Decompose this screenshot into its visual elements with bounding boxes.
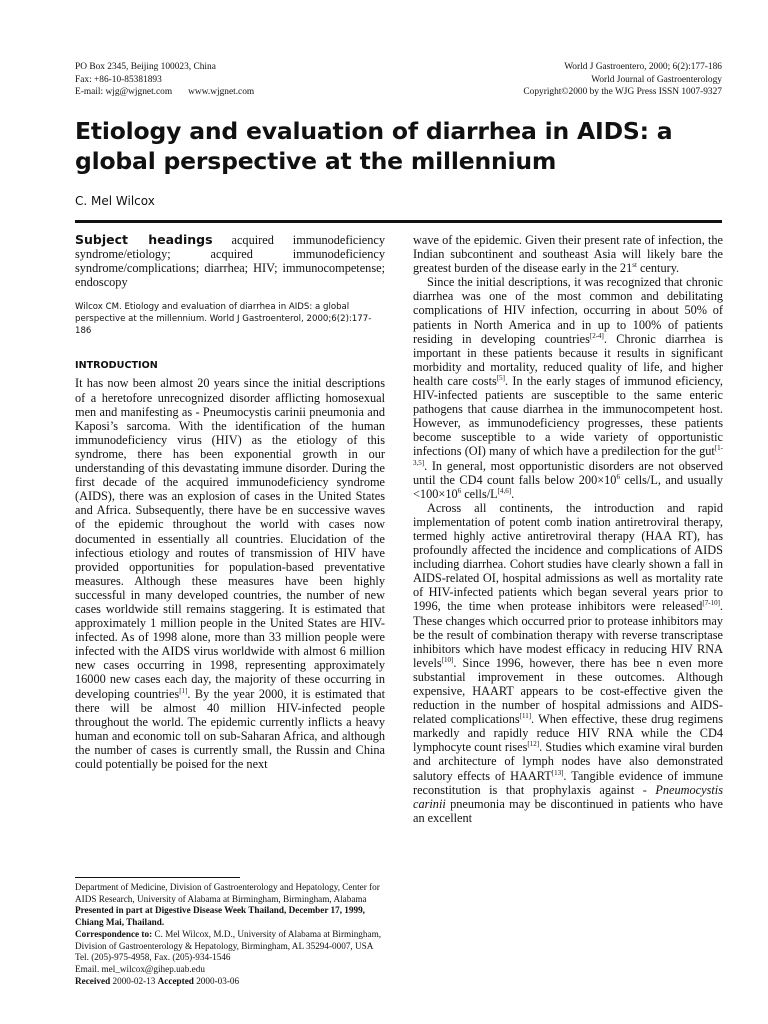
article-author: C. Mel Wilcox (75, 194, 155, 208)
superscript: 6 (616, 472, 620, 481)
left-column (75, 233, 385, 771)
para1-text-b: century. (636, 261, 680, 276)
ref-marker[interactable]: [10] (441, 655, 454, 664)
dates-note (75, 976, 387, 988)
received-date: 2000-02-13 (110, 975, 158, 986)
subject-headings-text: acquired immunodeficiency syndrome/etiology; acquired immunodeficiency syndrome/complications; diarrhea; HIV; immunocompetense; endoscopy (75, 233, 385, 290)
para2-text-a: Since the initial descriptions, it was recognized that chronic diarrhea was one of the most common and debilitating complications of HIV infection, occurring in about 50% of patients in North America and in up to 100% of patients residing in developing countries (413, 275, 723, 346)
article-title: Etiology and evaluation of diarrhea in AIDS: a global perspective at the millennium (75, 117, 673, 175)
body-paragraph-1 (413, 233, 723, 275)
intro-text-b: . By the year 2000, it is estimated that there will be almost 40 million HIV-infected people throughout the world. The epidemic currently inflicts a heavy human and economic toll on sub-Saharan Africa, and although the number of cases is currently small, the Russin and China could potentially be poised for the next (75, 686, 385, 771)
intro-paragraph (75, 376, 385, 771)
subject-headings-label: Subject headings (75, 232, 213, 247)
para2-text-e: cells/L, and usually <100×10 (413, 472, 723, 501)
subject-headings (75, 233, 385, 289)
accepted-label: Accepted (157, 975, 194, 986)
organism-name: Pneumocystis carinii (413, 782, 723, 811)
para3-text-d: . When effective, these drug regimens markedly and rapidly reduce HIV RNA while the CD4 lymphocyte count rises (413, 712, 723, 755)
footnotes (75, 882, 387, 987)
phone-fax-note: Tel. (205)-975-4958, Fax. (205)-934-1546 (75, 952, 231, 963)
body-paragraph-3 (413, 501, 723, 825)
para2-text-b: . Chronic diarrhea is important in these patients because it results in significant morbidity and mortality, reduced quality of life, and higher health care costs (413, 331, 723, 388)
ref-marker[interactable]: [4,6] (497, 486, 512, 495)
journal-contact (75, 86, 254, 99)
ref-marker[interactable]: [7-10] (702, 599, 720, 608)
right-column (413, 233, 723, 825)
citation-text: Wilcox CM. Etiology and evaluation of diarrhea in AIDS: a global perspective at the millennium. World J Gastroenterol, 2000;6(2):177-186 (75, 302, 372, 337)
introduction-heading: INTRODUCTION (75, 360, 158, 372)
ref-marker[interactable]: [13] (551, 768, 564, 777)
accepted-date: 2000-03-06 (193, 975, 240, 986)
para3-text-e: . Studies which examine viral burden and architecture of lymph nodes have also demonstrated salutory effects of HAART (413, 740, 723, 783)
ref-marker[interactable]: [12] (527, 740, 540, 749)
correspondence-note (75, 929, 387, 952)
para3-text-a: Across all continents, the introduction and rapid implementation of potent comb ination antiretroviral therapy, termed highly active antiretroviral therapy (HAA RT), has profoundly affected the incidence and complications of AIDS including diarrhea. Cohort studies have clearly shown a fall in AIDS-related OI, hospital admissions as well as mortality rate of HIV-infected patients which began several years prior to 1996, the time when protease inhibitors were released (413, 500, 723, 614)
para2-text-f: cells/L (461, 486, 498, 501)
email-note[interactable]: Email. mel_wilcox@gihep.uab.edu (75, 963, 205, 974)
journal-website[interactable]: www.wjgnet.com (188, 87, 255, 97)
footnote-divider (75, 877, 240, 878)
para3-text-g: pneumonia may be discontinued in patients who have an excellent (413, 796, 723, 825)
journal-email[interactable]: E-mail: wjg@wjgnet.com (75, 87, 173, 97)
intro-text-a: It has now been almost 20 years since the initial descriptions of a heretofore unrecognized disorder afflicting homosexual men and manifesting as - Pneumocystis carinii pneumonia and Kaposi’s sarcoma. With the identification of the human immunodeficiency virus (HIV) as the etiology of this syndrome, there has been exponential growth in our understanding of this devastating immune disorder. During the first decade of the acquired immunodeficiency syndrome (AIDS), there was an explosion of cases in the United States and Africa. Subsequently, there have be en successive waves of the epidemic throughout the world with cases now documented in essentially all countries. Elucidation of the infectious etiology and routes of transmission of HIV have provided opportunities for population-based preventative measures. Although these measures have been highly successful in many developed countries, the number of new cases worldwide still remains staggering. It is estimated that approximately 1 million people in the United States are HIV-infected. As of 1998 alone, more than 33 million people were infected with the AIDS virus worldwide with almost 6 million new cases occurring in 1998, representing approximately 16000 new cases each day, the majority of these occurring in developing countries (75, 376, 385, 701)
para3-text-f: . Tangible evidence of immune reconstitution is that prophylaxis against - (413, 768, 723, 797)
affiliation-note: Department of Medicine, Division of Gastroenterology and Hepatology, Center for AIDS Research, University of Alabama at Birmingham, Birmingham, Alabama (75, 882, 380, 904)
journal-reference: World J Gastroentero, 2000; 6(2):177-186 (564, 62, 722, 72)
header-right (523, 61, 722, 99)
para2-text-d: . In general, most opportunistic disorders are not observed until the CD4 count falls below 200×10 (413, 458, 723, 487)
ref-marker[interactable]: [11] (519, 712, 532, 721)
para2-text-c: . In the early stages of immunod eficiency, HIV-infected patients are susceptible to the same enteric pathogens that cause diarrhea in the immunocompetent host. However, as immunodeficiency progresses, these patients become susceptible to a wide variety of opportunistic infections (OI) many of which have a predilection for the gut (413, 373, 723, 459)
correspondence-text: C. Mel Wilcox, M.D., University of Alabama at Birmingham, Division of Gastroenterology & Hepatology, Birmingham, AL 35294-0007, USA (75, 928, 382, 951)
correspondence-label: Correspondence to: (75, 928, 153, 939)
ref-marker[interactable]: [1] (179, 686, 188, 695)
presented-note: Presented in part at Digestive Disease Week Thailand, December 17, 1999, Chiang Mai, Thailand. (75, 905, 365, 928)
title-divider (75, 220, 722, 223)
ref-marker[interactable]: [5] (496, 373, 505, 382)
para1-text-a: wave of the epidemic. Given their present rate of infection, the Indian subcontinent and southeast Asia will likely bare the greatest burden of the disease early in the 21 (413, 233, 723, 276)
superscript: 6 (457, 486, 462, 495)
copyright-line: Copyright©2000 by the WJG Press ISSN 1007-9327 (523, 87, 722, 97)
journal-name: World Journal of Gastroenterology (591, 74, 722, 85)
ref-marker[interactable]: [1-3,5] (413, 444, 723, 467)
para3-text-c: . Since 1996, however, there has bee n even more substantial improvement in these outcomes. Although expensive, HAART appears to be cost-effective given the reduction in the number of hospital admissions and AIDS-related complications (413, 655, 723, 727)
header-left (75, 61, 254, 99)
ref-marker[interactable]: [2-4] (589, 331, 604, 340)
body-paragraph-2 (413, 275, 723, 501)
received-label: Received (75, 975, 111, 986)
para2-text-g: . (511, 486, 515, 501)
para3-text-b: . These changes which occurred prior to protease inhibitors may be the result of combination therapy with reverse transcriptase inhibitors which have modest efficacy in reducing HIV RNA levels (413, 599, 723, 670)
superscript: st (632, 261, 637, 270)
journal-fax: Fax: +86-10-85381893 (75, 74, 162, 85)
journal-address: PO Box 2345, Beijing 100023, China (75, 62, 216, 72)
